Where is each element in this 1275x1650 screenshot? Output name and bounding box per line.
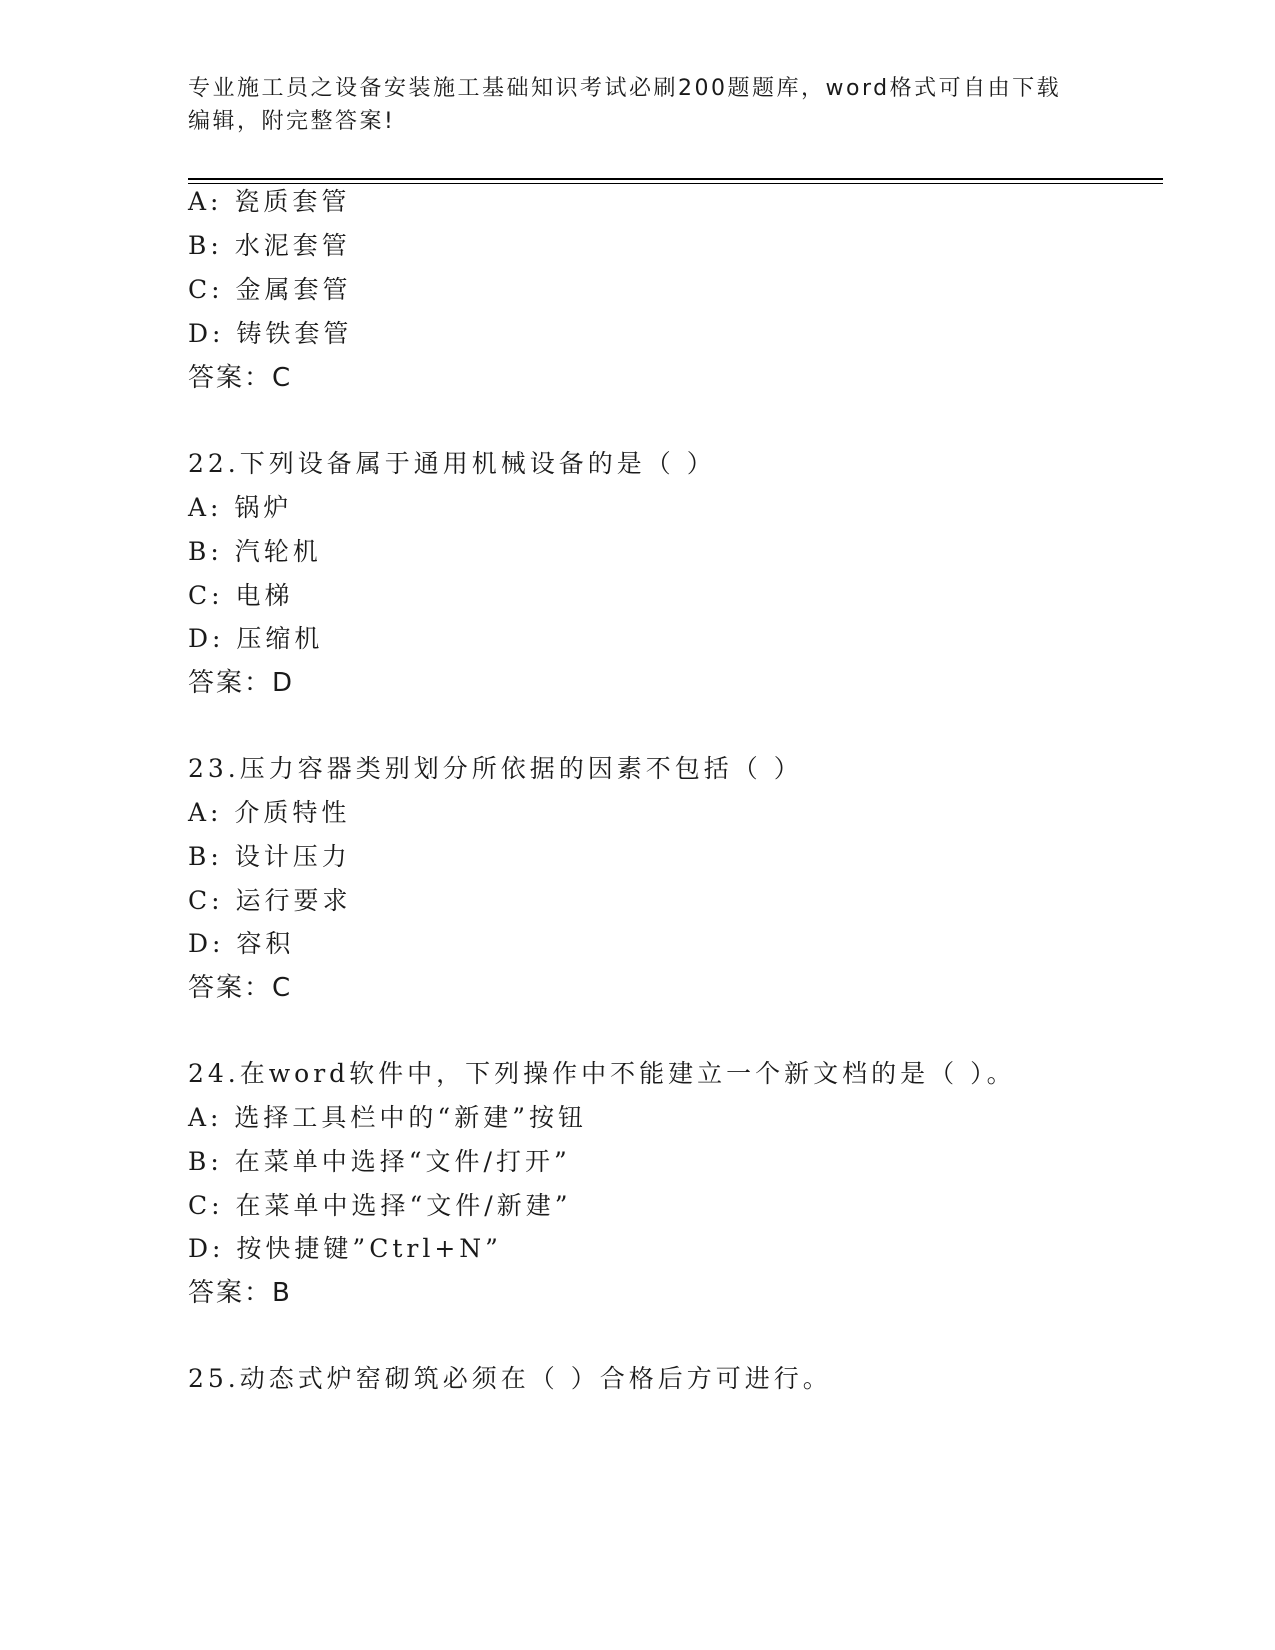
- q23-option-c: C: 运行要求: [188, 886, 352, 915]
- q22-option-d: D: 压缩机: [188, 624, 324, 653]
- q24-option-b: B: 在菜单中选择“文件/打开”: [188, 1147, 571, 1176]
- q23-answer: 答案：C: [188, 973, 293, 1003]
- q22-answer: 答案：D: [188, 668, 295, 698]
- q23-option-d: D: 容积: [188, 929, 295, 958]
- q24-answer: 答案：B: [188, 1278, 292, 1308]
- q22-question: 22.下列设备属于通用机械设备的是（ ）: [188, 449, 716, 478]
- q22-option-c: C: 电梯: [188, 581, 294, 610]
- q23-question: 23.压力容器类别划分所依据的因素不包括（ ）: [188, 754, 803, 783]
- q24-option-a: A: 选择工具栏中的“新建”按钮: [188, 1103, 587, 1132]
- document-header: 专业施工员之设备安装施工基础知识考试必刷200题题库，word格式可自由下载编辑，附完整答案!: [188, 76, 1062, 134]
- q21-option-b: B: 水泥套管: [188, 231, 351, 260]
- q23-option-a: A: 介质特性: [188, 798, 351, 827]
- header-divider-thin: [188, 183, 1163, 184]
- q24-option-c: C: 在菜单中选择“文件/新建”: [188, 1191, 572, 1220]
- q22-option-a: A: 锅炉: [188, 493, 293, 522]
- q24-option-d: D: 按快捷键”Ctrl+N”: [188, 1234, 502, 1263]
- header-divider-thick: [188, 178, 1163, 180]
- q24-question: 24.在word软件中，下列操作中不能建立一个新文档的是（ ）。: [188, 1059, 1016, 1088]
- q21-option-c: C: 金属套管: [188, 275, 352, 304]
- q21-answer: 答案：C: [188, 363, 293, 393]
- q25-question: 25.动态式炉窑砌筑必须在（ ）合格后方可进行。: [188, 1364, 832, 1393]
- q22-option-b: B: 汽轮机: [188, 537, 322, 566]
- q21-option-a: A: 瓷质套管: [188, 187, 351, 216]
- q23-option-b: B: 设计压力: [188, 842, 351, 871]
- q21-option-d: D: 铸铁套管: [188, 319, 353, 348]
